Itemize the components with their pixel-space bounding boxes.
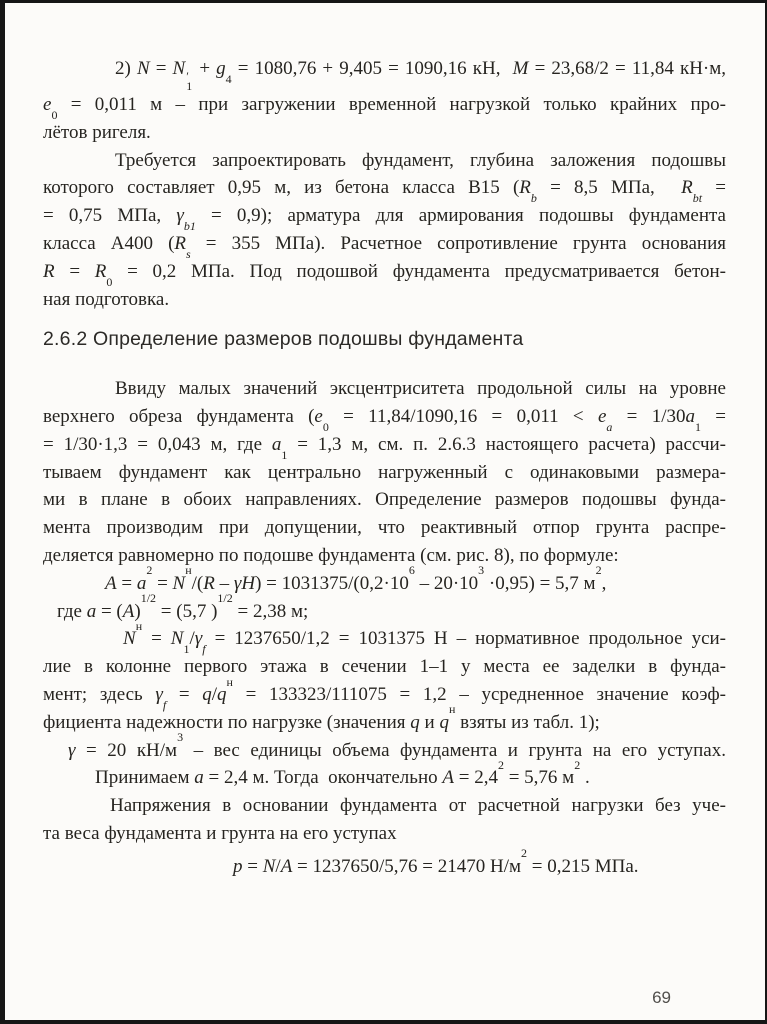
text-line: Требуется запроектировать фундамент, глубина заложения подошвы bbox=[115, 149, 726, 171]
text-line: $e_0 = 0,011$ м – при загружении временной нагрузкой только крайних про- bbox=[43, 94, 726, 122]
text-line: класса А400 ($R_s = 355$ МПа). Расчетное сопротивление грунта основания bbox=[43, 232, 726, 261]
text-line: мента производим при допущении, что реактивный отпор грунта распре- bbox=[43, 517, 726, 539]
text-line: γ = 20 $кН/м^3$ – вес единицы объема фундамента и грунта на его уступах. bbox=[68, 730, 726, 761]
text-line: ми в плане в обоих направлениях. Определение размеров подошвы фунда- bbox=[43, 489, 726, 511]
text-line: которого составляет 0,95 м, из бетона класса В15 ($R_b = 8,5$ МПа, $R_{bt}$ = bbox=[43, 177, 727, 206]
text-line: 2) N = N ′ 1 + $g_4 = 1080,76 + 9,405 = 1090,16$ кН, M = 23,68/2 = 11,84 кН·м, bbox=[115, 58, 727, 93]
text-line: = 1/30·1,3 = 0,043 м, где $a_1 = 1,3$ м, см. п. 2.6.3 настоящего расчета) рассчи- bbox=[43, 433, 726, 462]
text-line: Принимаем a = 2,4 м. Тогда окончательно $A = 2,4^2 = 5,76$ $м^2$ . bbox=[95, 758, 590, 789]
section-heading: 2.6.2 Определение размеров подошвы фундамента bbox=[43, 328, 524, 351]
formula-line: p = N/A = 1237650/5,76 = 21470 $Н/м^2 = 0,215$ МПа. bbox=[233, 846, 639, 877]
text-line: деляется равномерно по подошве фундамента (см. рис. 8), по формуле: bbox=[43, 544, 619, 566]
text-line: $N^н = N_1/\gamma_f = 1237650/1,2 = 1031375$ Н – нормативное продольное уси- bbox=[123, 619, 726, 657]
text-line: Ввиду малых значений эксцентриситета продольной силы на уровне bbox=[115, 378, 726, 400]
text-line: = 0,75 МПа, $\gamma_{b1} = 0,9$); арматура для армирования подошвы фундамента bbox=[43, 205, 726, 233]
text-line: лие в колонне первого этажа в сечении 1–1 у места ее заделки в фунда- bbox=[43, 656, 726, 678]
text-line: та веса фундамента и грунта на его уступах bbox=[43, 822, 397, 844]
document-content bbox=[5, 3, 765, 881]
text-line: ная подготовка. bbox=[43, 288, 170, 310]
text-line: где $a = (A)^{1/2} = (5,7$ )$^{1/2}$ = 2,38 м; bbox=[57, 591, 309, 622]
text-line: Напряжения в основании фундамента от расчетной нагрузки без уче- bbox=[110, 795, 726, 817]
text-line: мент; здесь $\gamma_f = q/q^н = 133323/111075 = 1,2$ – усредненное значение коэф- bbox=[43, 674, 726, 712]
page-number: 69 bbox=[652, 988, 671, 1007]
text-line: фициента надежности по нагрузке (значения q и $q^н$ взяты из табл. 1); bbox=[43, 702, 600, 733]
text-line: лётов ригеля. bbox=[43, 121, 151, 143]
formula-line: $A = a^2 = N^н/(R - \gamma H) = 1031375/(0,2\cdot 10^6 - 20\cdot 10^3 \cdot 0,95) = 5,7$ $м^2$, bbox=[105, 563, 607, 594]
text-line: $R = R_0 = 0,2$ МПа. Под подошвой фундамента предусматривается бетон- bbox=[43, 260, 726, 289]
text-line: верхнего обреза фундамента ($e_0 = 11,84/1090,16 = 0,011 < e_a = 1/30a_1$ = bbox=[43, 405, 727, 434]
text-line: тываем фундамент как центрально нагруженный с одинаковыми размера- bbox=[43, 461, 726, 483]
